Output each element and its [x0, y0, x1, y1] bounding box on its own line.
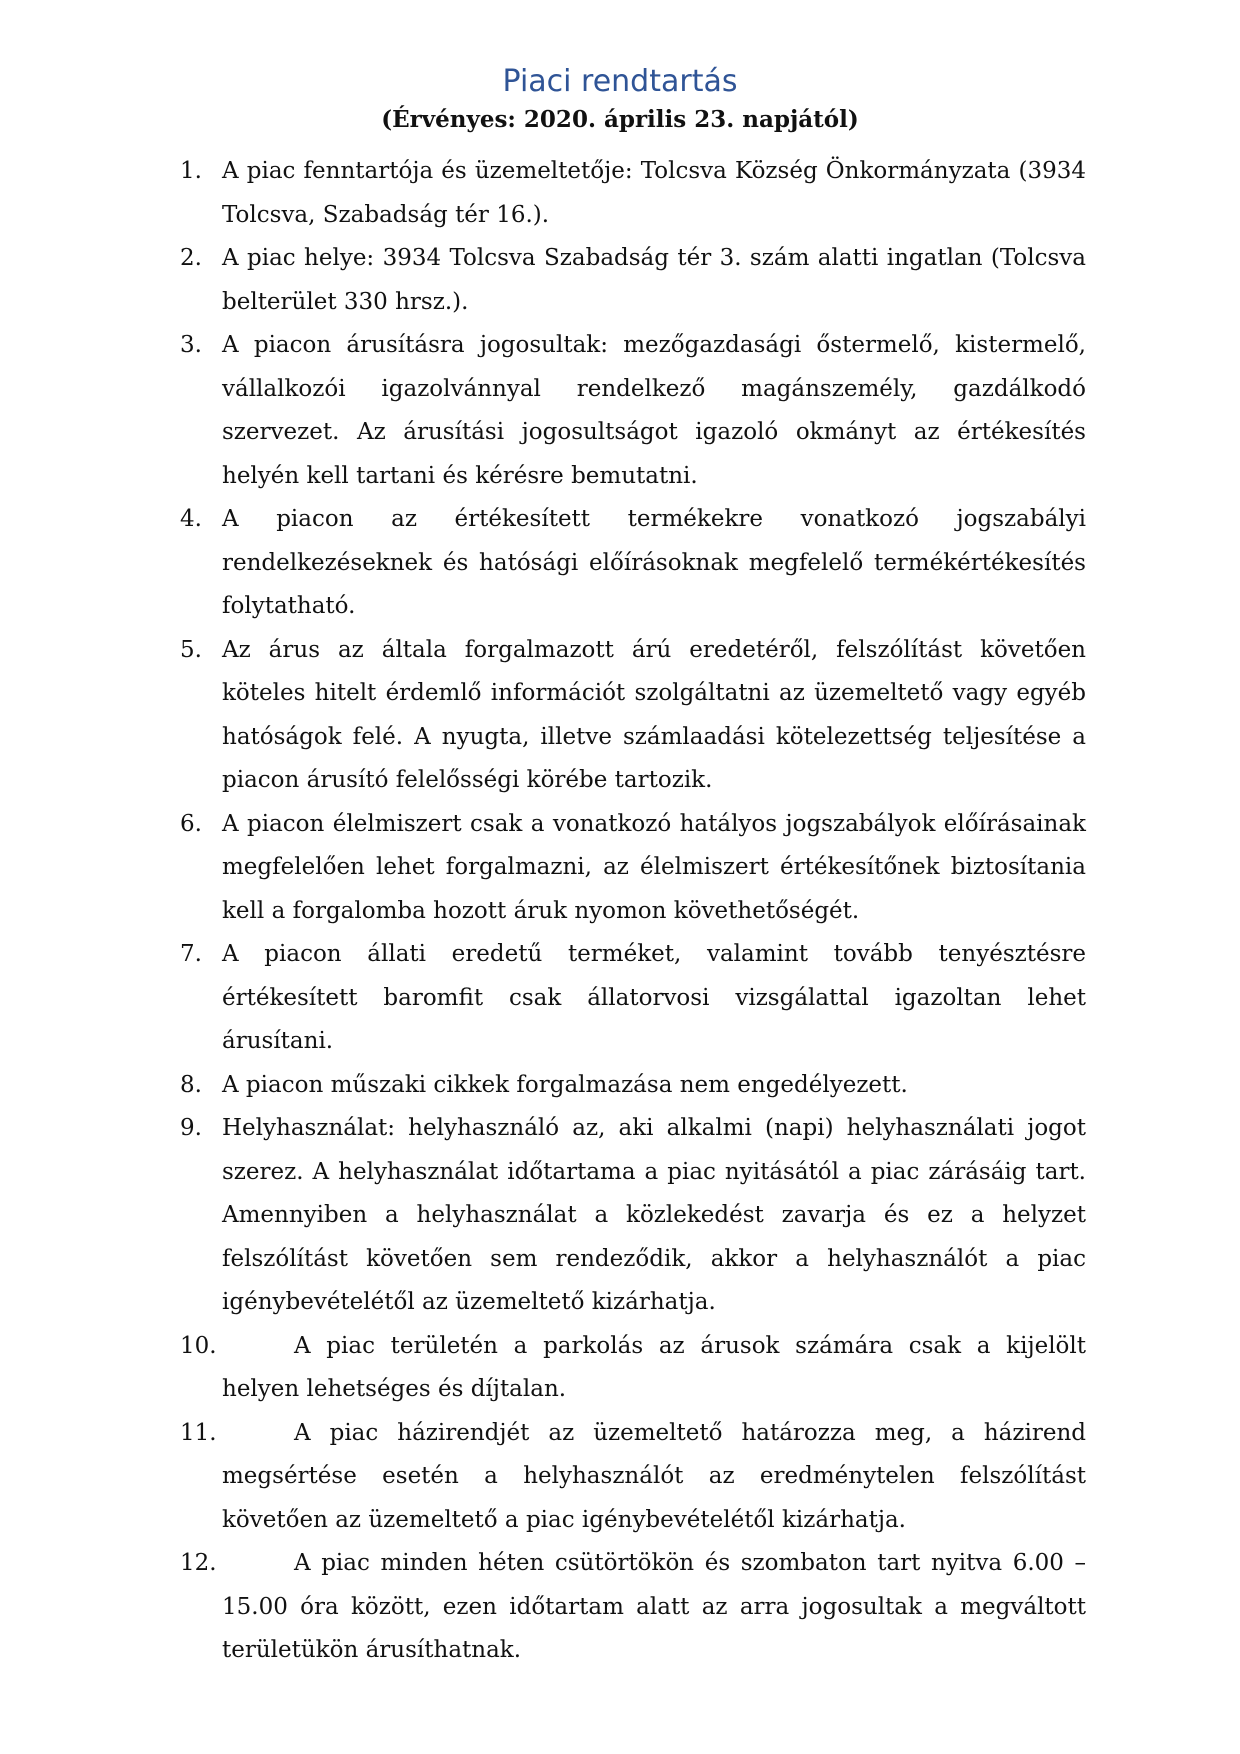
list-item — [180, 324, 1086, 498]
rules-list — [180, 150, 1086, 1673]
item-text: A piacon műszaki cikkek forgalmazása nem engedélyezett. — [222, 1071, 908, 1098]
list-item — [180, 1064, 1086, 1108]
item-number: 1. — [180, 158, 202, 184]
item-number: 5. — [180, 636, 202, 663]
item-text: Helyhasználat: helyhasználó az, aki alkalmi (napi) helyhasználati jogot szerez. A helyhasználat időtartama a piac nyitásától a piac zárásáig tart. Amennyiben a helyhasználat a közlekedést zavarja és ez a helyzet felszólítást követően sem rendeződik, akkor a helyhasználót a piac igénybevételétől az üzemeltető kizárhatja. — [222, 1115, 1086, 1315]
list-item — [180, 237, 1086, 324]
item-number: 10. — [180, 1332, 217, 1359]
document-title: Piaci rendtartás — [502, 64, 738, 99]
item-text: A piacon az értékesített termékekre vonatkozó jogszabályi rendelkezéseknek és hatósági előírásoknak megfelelő termékértékesítés folytatható. — [222, 506, 1086, 619]
item-text: A piac területén a parkolás az árusok számára csak a kijelölt helyen lehetséges és díjtalan. — [222, 1332, 1086, 1402]
item-text: A piacon élelmiszert csak a vonatkozó hatályos jogszabályok előírásainak megfelelően lehet forgalmazni, az élelmiszert értékesítőnek biztosítania kell a forgalomba hozott áruk nyomon követhetőségét. — [222, 810, 1086, 924]
item-text: A piac helye: 3934 Tolcsva Szabadság tér 3. szám alatti ingatlan (Tolcsva belterület 330 hrsz.). — [222, 245, 1086, 315]
item-text: A piac házirendjét az üzemeltető határozza meg, a házirend megsértése esetén a helyhasználót az eredménytelen felszólítást követően az üzemeltető a piac igénybevételétől kizárhatja. — [222, 1419, 1086, 1533]
list-item — [180, 1107, 1086, 1325]
item-text: A piacon állati eredetű terméket, valamint tovább tenyésztésre értékesített baromfit csak állatorvosi vizsgálattal igazoltan lehet árusítani. — [222, 941, 1086, 1054]
list-item — [180, 498, 1086, 629]
item-number: 7. — [180, 941, 202, 967]
item-number: 11. — [180, 1419, 217, 1446]
item-number: 8. — [180, 1071, 202, 1098]
item-text: A piac fenntartója és üzemeltetője: Tolcsva Község Önkormányzata (3934 Tolcsva, Szabadság tér 16.). — [222, 158, 1086, 228]
document-subtitle: (Érvényes: 2020. április 23. napjától) — [381, 106, 859, 133]
list-item — [180, 150, 1086, 237]
list-item — [180, 1412, 1086, 1543]
item-text: Az árus az általa forgalmazott árú eredetéről, felszólítást követően köteles hitelt érdemlő információt szolgáltatni az üzemeltető vagy egyéb hatóságok felé. A nyugta, illetve számlaadási kötelezettség teljesítése a piacon árusító felelősségi körébe tartozik. — [222, 636, 1086, 793]
list-item — [180, 1325, 1086, 1412]
list-item — [180, 933, 1086, 1064]
list-item — [180, 629, 1086, 803]
item-number: 6. — [180, 810, 202, 837]
item-text: A piac minden héten csütörtökön és szombaton tart nyitva 6.00 – 15.00 óra között, ezen időtartam alatt az arra jogosultak a megváltott területükön árusíthatnak. — [222, 1550, 1086, 1663]
item-number: 9. — [180, 1115, 202, 1141]
item-number: 3. — [180, 332, 202, 358]
list-item — [180, 1542, 1086, 1673]
item-number: 2. — [180, 245, 202, 271]
item-text: A piacon árusításra jogosultak: mezőgazdasági őstermelő, kistermelő, vállalkozói igazolvánnyal rendelkező magánszemély, gazdálkodó szervezet. Az árusítási jogosultságot igazoló okmányt az értékesítés helyén kell tartani és kérésre bemutatni. — [222, 332, 1086, 489]
item-number: 12. — [180, 1550, 217, 1576]
item-number: 4. — [180, 506, 202, 532]
list-item — [180, 803, 1086, 934]
